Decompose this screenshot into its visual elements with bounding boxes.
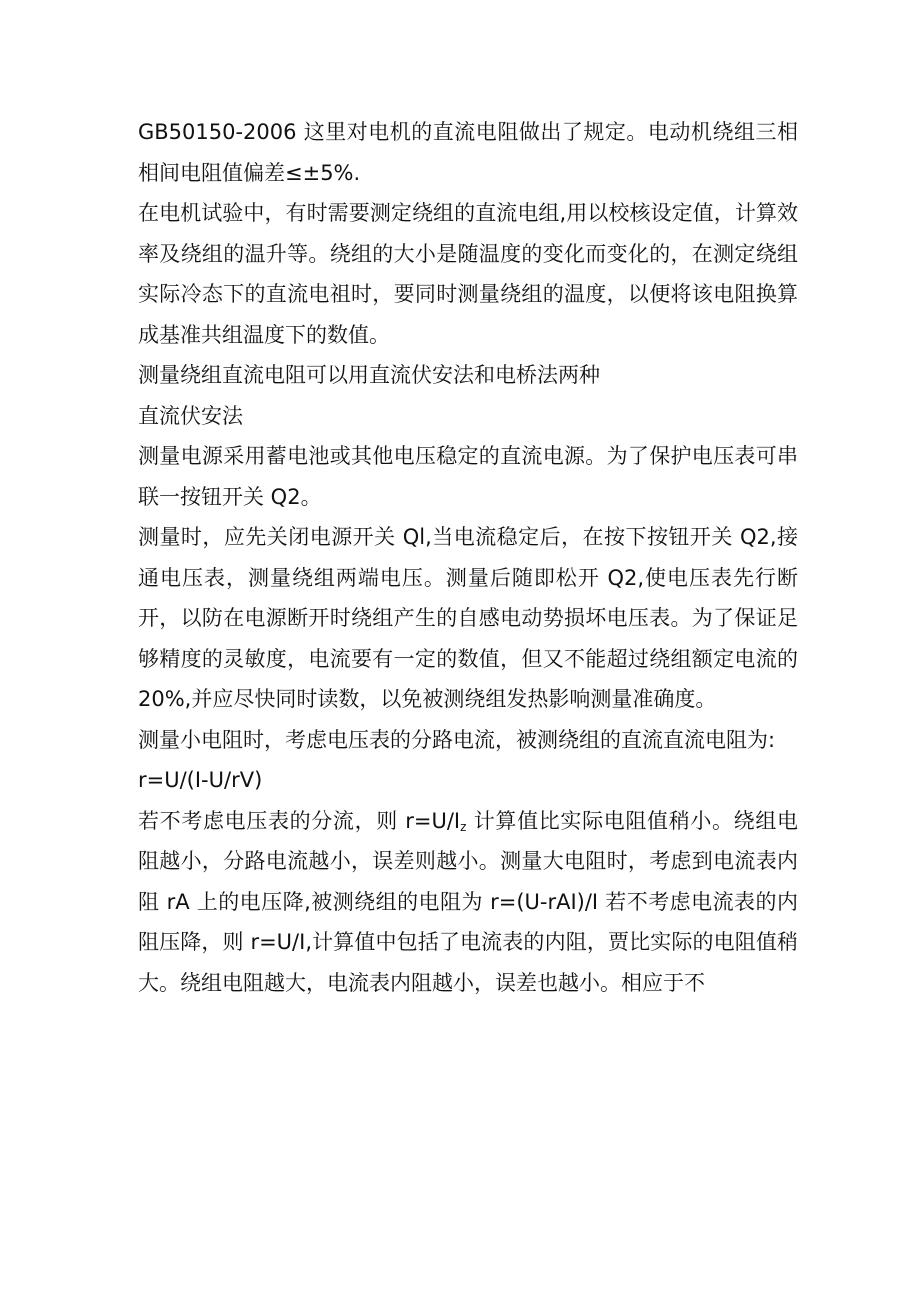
document-page (138, 112, 798, 1003)
section-heading-dc-voltammetry: 直流伏安法 (138, 403, 243, 428)
paragraph-motor-test: 在电机试验中，有时需要测定绕组的直流电组,用以校核设定值，计算效率及绕组的温升等。绕组的大小是随温度的变化而变化的，在测定绕组实际冷态下的直流电祖时，要同时测量绕组的温度，以便将该电阻换算成基准共组温度下的数值。 (138, 201, 798, 347)
text-segment: 若不考虑电压表的分流，则 r=U/I (138, 808, 461, 833)
paragraph-power-source: 测量电源采用蓄电池或其他电压稳定的直流电源。为了保护电压表可串联一按钮开关 Q2。 (138, 444, 798, 509)
subscript-z: z (460, 819, 467, 834)
formula-small-resistance: r=U/(I-U/rV) (138, 768, 263, 792)
paragraph-small-resistance: 测量小电阻时，考虑电压表的分路电流，被测绕组的直流直流电阻为: (138, 727, 776, 752)
paragraph-standard: GB50150-2006 这里对电机的直流电阻做出了规定。电动机绕组三相相间电阻值偏差≤±5%. (138, 120, 798, 185)
paragraph-methods: 测量绕组直流电阻可以用直流伏安法和电桥法两种 (138, 363, 600, 387)
paragraph-error-analysis (138, 801, 798, 1004)
paragraph-procedure: 测量时，应先关闭电源开关 Ql,当电流稳定后，在按下按钮开关 Q2,接通电压表，测量绕组两端电压。测量后随即松开 Q2,使电压表先行断开，以防在电源断开时绕组产生的自感电动势损坏电压表。为了保证足够精度的灵敏度，电流要有一定的数值，但又不能超过绕组额定电流的 20%,并应尽快同时读数，以免被测绕组发热影响测量准确度。 (138, 525, 798, 711)
text-segment: 计算值比实际电阻值稍小。绕组电阻越小，分路电流越小，误差则越小。测量大电阻时，考虑到电流表内阻 rA 上的电压降,被测绕组的电阻为 r=(U-rAI)/I 若不考虑电流表的内阻压降，则 r=U/I,计算值中包括了电流表的内阻，贾比实际的电阻值稍大。绕组电阻越大，电流表内阻越小，误差也越小。相应于不 (138, 808, 798, 995)
